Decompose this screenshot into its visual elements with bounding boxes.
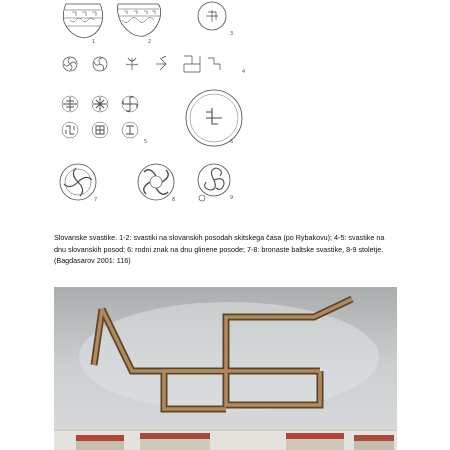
figure-caption: Slovanske svastike. 1-2: svastiki na slovanskih posodah skitskega časa (po Rybakovu); 4-5: svastike na dnu slovanskih posod; 6: rodni znak na dnu glinene posode; 7-8: bronaste baltske svastike, 8-9 stoletje. (Bagdasarov 2001: 116): [54, 233, 385, 265]
panel-number-9: 9: [230, 195, 234, 201]
brooch-drawing-9: [198, 164, 230, 201]
panel-number-4: 4: [242, 69, 246, 75]
symbol-row-4: [63, 56, 220, 72]
brooch-drawing-7: [60, 164, 96, 200]
cross-symbols-5: [62, 96, 138, 138]
panel-number-7: 7: [94, 197, 98, 203]
panel-number-8: 8: [172, 197, 176, 203]
panel-number-6: 6: [230, 139, 234, 145]
panel-number-3: 3: [230, 31, 234, 37]
ceiling-swastika-frame: [54, 287, 397, 450]
panel-number-5: 5: [144, 139, 148, 145]
vessel-bottom-drawing-6: [186, 90, 242, 146]
swastika-figure-plate: [52, 0, 272, 212]
figure-drawings: [52, 0, 272, 212]
brooch-drawing-8: [138, 164, 174, 200]
pot-drawing-2: [118, 4, 161, 36]
pot-drawing-1: [63, 4, 102, 38]
ceiling-photo: [54, 287, 397, 450]
medallion-drawing-3: [198, 2, 226, 30]
panel-number-2: 2: [148, 39, 152, 45]
panel-number-1: 1: [92, 39, 96, 45]
